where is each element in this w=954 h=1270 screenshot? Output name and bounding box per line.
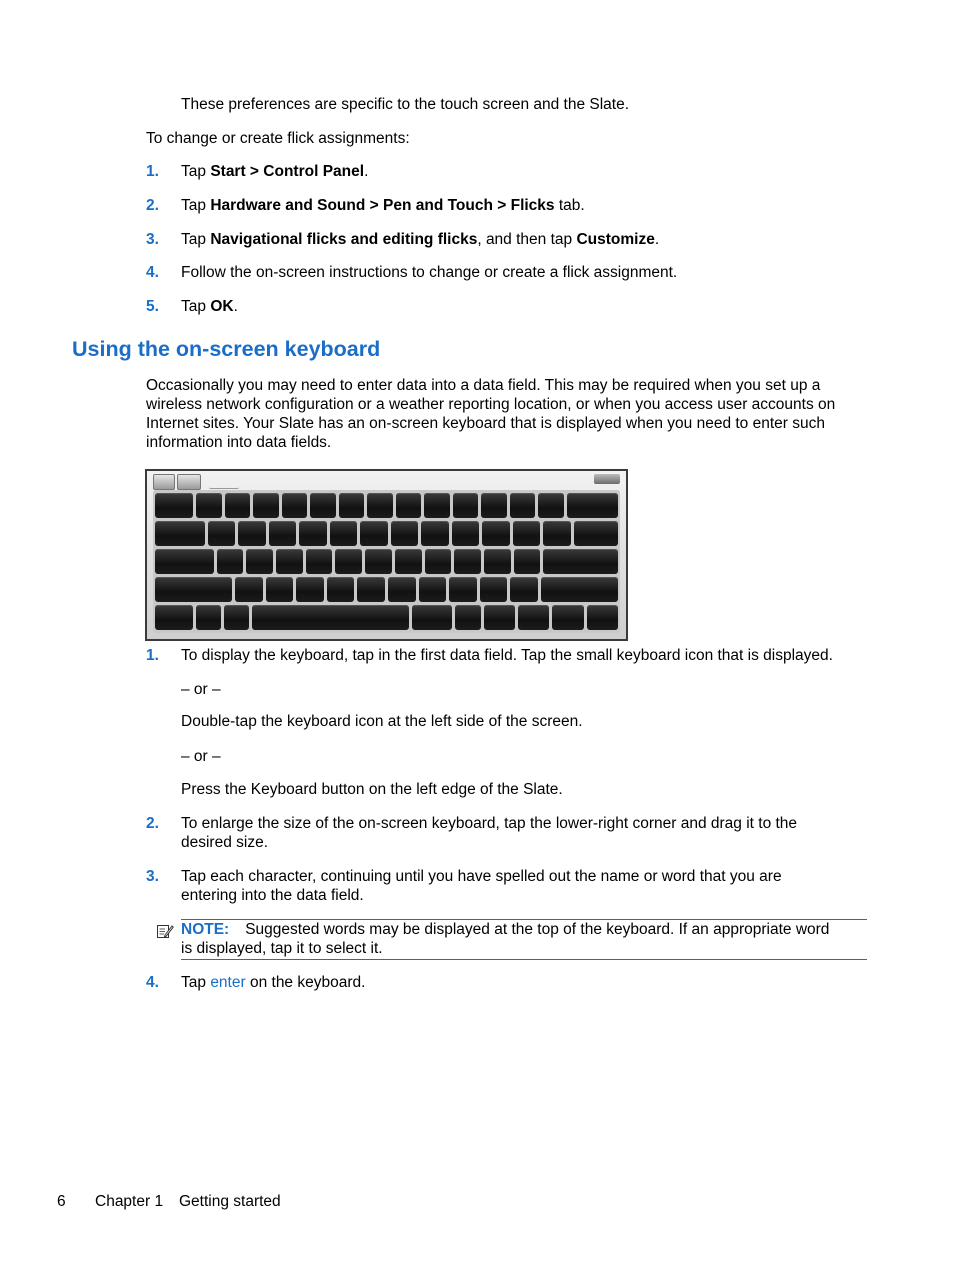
keyboard-key	[484, 549, 511, 574]
keyboard-key	[424, 493, 450, 518]
keyboard-key	[552, 605, 583, 630]
keyboard-keys	[153, 490, 620, 633]
note-label: NOTE:	[181, 921, 230, 938]
keyboard-key	[510, 577, 538, 602]
keyboard-key	[543, 521, 571, 546]
key-row	[155, 521, 618, 546]
step-number: 3.	[146, 868, 159, 885]
keyboard-key	[276, 549, 303, 574]
key-row	[155, 577, 618, 602]
keyboard-key	[455, 605, 480, 630]
kb-alt-2: Press the Keyboard button on the left edge of the Slate.	[181, 781, 563, 798]
keyboard-key	[253, 493, 279, 518]
keyboard-key	[484, 605, 515, 630]
or-separator: – or –	[181, 748, 221, 765]
keyboard-key	[330, 521, 358, 546]
keyboard-key	[574, 521, 618, 546]
footer-chapter: Chapter 1	[95, 1193, 164, 1210]
step-number: 3.	[146, 231, 159, 248]
keyboard-key	[419, 577, 447, 602]
enter-link[interactable]: enter	[210, 974, 246, 991]
keyboard-key	[481, 493, 507, 518]
keyboard-key	[360, 521, 388, 546]
step-number: 4.	[146, 264, 159, 281]
keyboard-key	[538, 493, 564, 518]
kb-step-2-line1: To enlarge the size of the on-screen keyboard, tap the lower-right corner and drag it to the	[181, 815, 798, 832]
onscreen-keyboard-image	[145, 469, 628, 641]
note-line-1: NOTE: Suggested words may be displayed at the top of the keyboard. If an appropriate word	[181, 921, 830, 938]
kb-step-4: Tap enter on the keyboard.	[181, 974, 366, 991]
key-row	[155, 493, 618, 518]
keyboard-key	[396, 493, 422, 518]
keyboard-key	[217, 549, 244, 574]
keyboard-key	[155, 549, 214, 574]
flick-step-4: Follow the on-screen instructions to change or create a flick assignment.	[181, 264, 678, 281]
keyboard-key	[587, 605, 618, 630]
key-row	[155, 549, 618, 574]
flick-step-2: Tap Hardware and Sound > Pen and Touch > Flicks tab.	[181, 197, 585, 214]
keyboard-key	[391, 521, 419, 546]
page-number: 6	[57, 1193, 66, 1210]
keyboard-key	[543, 549, 618, 574]
keyboard-key	[365, 549, 392, 574]
keyboard-key	[208, 521, 236, 546]
key-row	[155, 605, 618, 630]
note-line-2: is displayed, tap it to select it.	[181, 940, 383, 957]
keyboard-key	[335, 549, 362, 574]
keyboard-key	[367, 493, 393, 518]
pen-icon	[153, 474, 175, 490]
keyboard-key	[296, 577, 324, 602]
keyboard-key	[510, 493, 536, 518]
keyboard-key	[306, 549, 333, 574]
keyboard-key	[482, 521, 510, 546]
keyboard-key	[567, 493, 618, 518]
flick-lead: To change or create flick assignments:	[146, 130, 410, 147]
keyboard-icon	[177, 474, 201, 490]
keyboard-key	[155, 605, 193, 630]
flick-step-5: Tap OK.	[181, 298, 238, 315]
keyboard-key	[155, 521, 205, 546]
keyboard-key	[238, 521, 266, 546]
keyboard-key	[480, 577, 508, 602]
keyboard-key	[412, 605, 453, 630]
keyboard-key	[395, 549, 422, 574]
keyboard-key	[518, 605, 549, 630]
section-paragraph: Occasionally you may need to enter data into a data field. This may be required when you set up a wireless network configuration or a weather reporting location, or when you access user accounts on Internet sites. Your Slate has an on-screen keyboard that is displayed when you need to enter such information into data fields.	[146, 377, 836, 451]
step-number: 4.	[146, 974, 159, 991]
window-controls	[594, 474, 620, 484]
keyboard-key	[453, 493, 479, 518]
section-heading: Using the on-screen keyboard	[72, 337, 381, 361]
step-number: 5.	[146, 298, 159, 315]
keyboard-key	[224, 605, 249, 630]
keyboard-key	[266, 577, 294, 602]
keyboard-key	[310, 493, 336, 518]
step-number: 1.	[146, 163, 159, 180]
keyboard-key	[252, 605, 409, 630]
keyboard-key	[225, 493, 251, 518]
prefs-note: These preferences are specific to the touch screen and the Slate.	[181, 96, 630, 113]
keyboard-key	[513, 521, 541, 546]
keyboard-key	[421, 521, 449, 546]
keyboard-key	[269, 521, 297, 546]
keyboard-key	[449, 577, 477, 602]
step-number: 1.	[146, 647, 159, 664]
flick-step-3: Tap Navigational flicks and editing flicks, and then tap Customize.	[181, 231, 660, 248]
keyboard-key	[155, 577, 232, 602]
tools-menu	[209, 474, 239, 489]
kb-step-2-line2: desired size.	[181, 834, 269, 851]
keyboard-key	[452, 521, 480, 546]
kb-step-3-line2: entering into the data field.	[181, 887, 364, 904]
keyboard-key	[327, 577, 355, 602]
kb-step-3-line1: Tap each character, continuing until you have spelled out the name or word that you are	[181, 868, 782, 885]
note-pencil-icon	[156, 922, 174, 940]
keyboard-toolbar	[153, 474, 263, 488]
kb-alt-1: Double-tap the keyboard icon at the left side of the screen.	[181, 713, 583, 730]
keyboard-key	[235, 577, 263, 602]
flick-step-1: Tap Start > Control Panel.	[181, 163, 369, 180]
note-bottom-rule	[181, 959, 867, 960]
keyboard-key	[388, 577, 416, 602]
keyboard-key	[196, 605, 221, 630]
keyboard-key	[541, 577, 618, 602]
kb-step-1: To display the keyboard, tap in the first data field. Tap the small keyboard icon that is displayed.	[181, 647, 833, 664]
keyboard-key	[454, 549, 481, 574]
keyboard-key	[246, 549, 273, 574]
keyboard-key	[514, 549, 541, 574]
keyboard-key	[339, 493, 365, 518]
footer-title: Getting started	[179, 1193, 281, 1210]
keyboard-key	[282, 493, 308, 518]
or-separator: – or –	[181, 681, 221, 698]
keyboard-key	[155, 493, 193, 518]
keyboard-key	[196, 493, 222, 518]
keyboard-key	[425, 549, 452, 574]
step-number: 2.	[146, 815, 159, 832]
keyboard-key	[357, 577, 385, 602]
step-number: 2.	[146, 197, 159, 214]
keyboard-key	[299, 521, 327, 546]
